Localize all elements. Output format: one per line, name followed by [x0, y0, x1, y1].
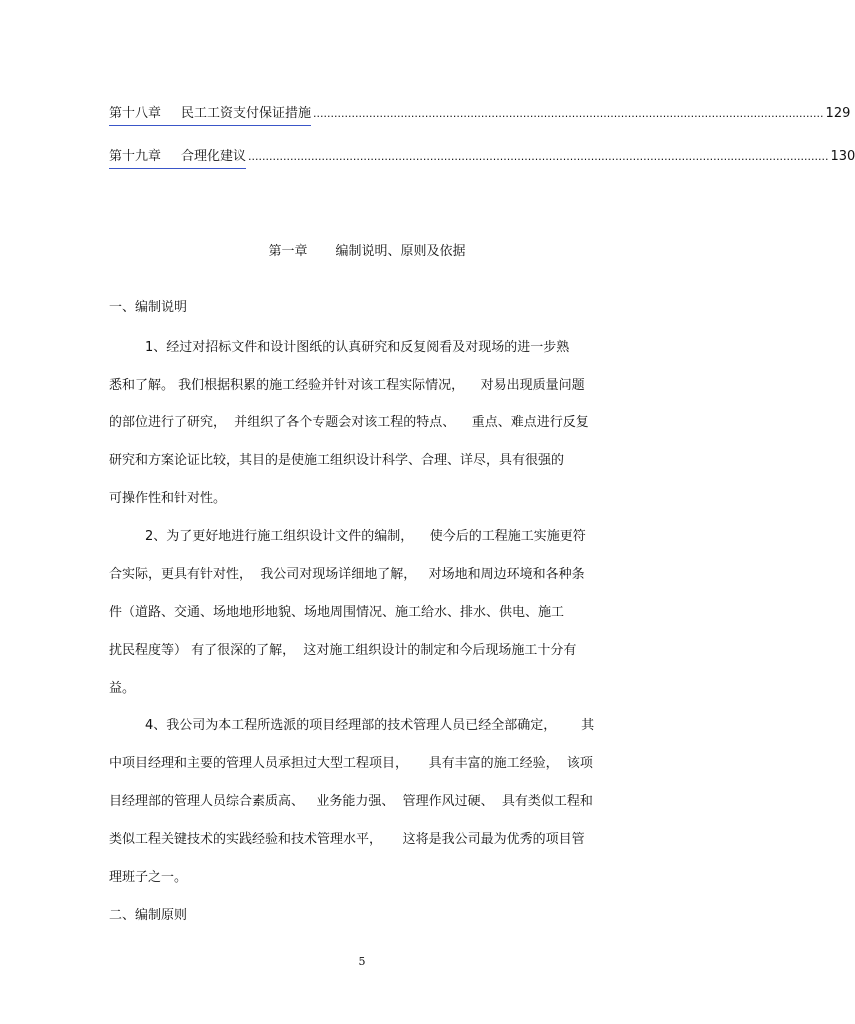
- page-number: 5: [358, 955, 366, 968]
- paragraph-line: 目经理部的管理人员综合素质高、 业务能力强、 管理作风过硬、 具有类似工程和: [109, 794, 593, 809]
- paragraph-line: 研究和方案论证比较，其目的是使施工组织设计科学、合理、详尽，具有很强的: [109, 453, 565, 468]
- paragraph-line: 益。: [109, 681, 136, 696]
- paragraph-line: 的部位进行了研究， 并组织了各个专题会对该工程的特点、 重点、难点进行反复: [109, 415, 589, 430]
- toc-chapter-title: 民工工资支付保证措施: [181, 106, 312, 121]
- toc-leader-dots: ..................................................................................................................................................: [313, 107, 824, 120]
- paragraph-line: 2、为了更好地进行施工组织设计文件的编制， 使今后的工程施工实施更符: [145, 529, 586, 544]
- toc-entry-title[interactable]: [109, 145, 246, 169]
- paragraph-line: 4、我公司为本工程所选派的项目经理部的技术管理人员已经全部确定， 其: [145, 718, 595, 733]
- toc-chapter-number: 第十九章: [109, 149, 162, 164]
- toc-leader-dots: ......................................................................................................................................................................: [248, 150, 829, 163]
- paragraph-line: 件（道路、交通、场地地形地貌、场地周围情况、施工给水、排水、供电、施工: [109, 605, 565, 620]
- paragraph-line: 理班子之一。: [109, 870, 188, 885]
- toc-page-number: 129: [825, 106, 851, 121]
- paragraph-line: 中项目经理和主要的管理人员承担过大型工程项目， 具有丰富的施工经验， 该项: [109, 756, 593, 771]
- paragraph-line: 类似工程关键技术的实践经验和技术管理水平， 这将是我公司最为优秀的项目管: [109, 832, 585, 847]
- toc-page-number: 130: [830, 149, 855, 164]
- toc-entry[interactable]: [109, 145, 855, 165]
- section-heading: 二、编制原则: [109, 908, 188, 923]
- chapter-title: 编制说明、原则及依据: [335, 244, 466, 259]
- paragraph-line: 可操作性和针对性。: [109, 491, 227, 506]
- paragraph-line: 悉和了解。 我们根据积累的施工经验并针对该工程实际情况， 对易出现质量问题: [109, 378, 585, 393]
- chapter-heading: [0, 240, 724, 259]
- paragraph-line: 合实际，更具有针对性， 我公司对现场详细地了解， 对场地和周边环境和各种条: [109, 567, 585, 582]
- toc-chapter-number: 第十八章: [109, 106, 162, 121]
- toc-entry[interactable]: [109, 102, 851, 122]
- section-heading: 一、编制说明: [109, 300, 188, 315]
- paragraph-line: 扰民程度等） 有了很深的了解， 这对施工组织设计的制定和今后现场施工十分有: [109, 643, 577, 658]
- toc-entry-title[interactable]: [109, 102, 311, 126]
- toc-chapter-title: 合理化建议: [181, 149, 247, 164]
- chapter-number: 第一章: [268, 244, 308, 259]
- paragraph-line: 1、经过对招标文件和设计图纸的认真研究和反复阅看及对现场的进一步熟: [145, 340, 570, 355]
